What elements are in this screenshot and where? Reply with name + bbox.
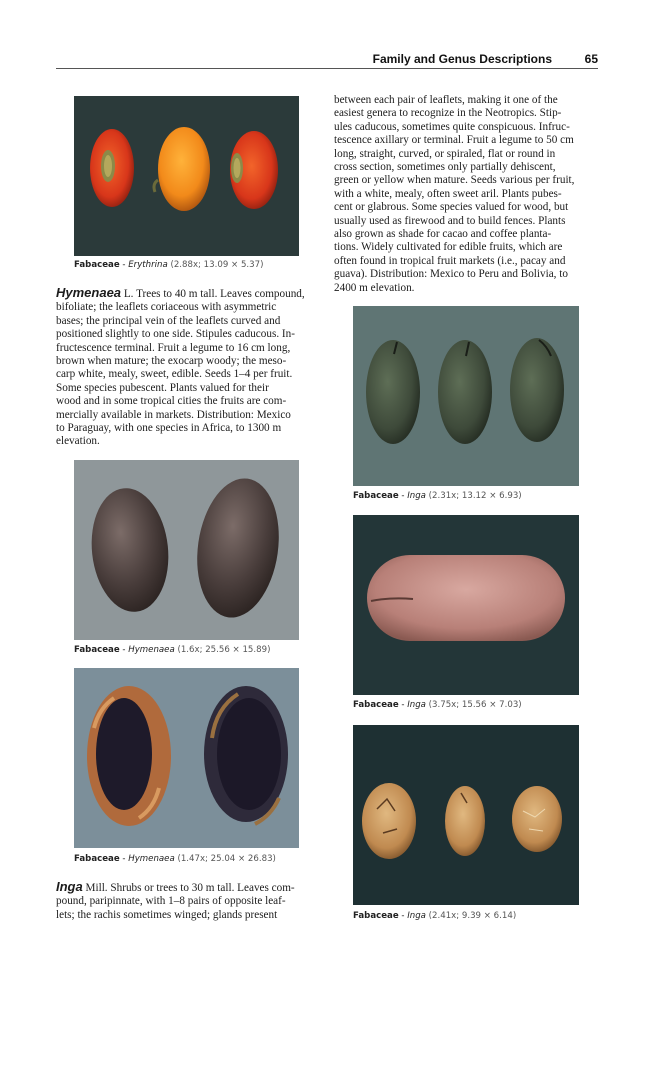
genus-name-inga: Inga — [56, 879, 83, 894]
text-line: cross section, sometimes only partially dehiscent, — [334, 161, 556, 174]
text-line: ules caducous, sometimes quite conspicuous. Infruc- — [334, 120, 570, 133]
text-line: fructescence terminal. Fruit a legume to 16 cm long, — [56, 341, 291, 354]
inga-caption-3: Fabaceae - Inga (2.41x; 9.39 × 6.14) — [353, 911, 517, 921]
inga-seeds-photo-2 — [353, 515, 579, 695]
hymenaea-caption-2: Fabaceae - Hymenaea (1.47x; 25.04 × 26.83) — [74, 854, 276, 864]
text-line: usually used as firewood and to build fences. Plants — [334, 214, 566, 227]
text-line: pound, paripinnate, with 1–8 pairs of opposite leaf- — [56, 895, 286, 908]
text-line: Some species pubescent. Plants valued for their — [56, 381, 269, 394]
header-rule — [56, 68, 598, 69]
hymenaea-caption-1: Fabaceae - Hymenaea (1.6x; 25.56 × 15.89) — [74, 645, 271, 655]
text-line: bifoliate; the leaflets coriaceous with asymmetric — [56, 301, 277, 314]
hymenaea-description — [56, 286, 326, 449]
text-line: often found in tropical fruit markets (i.e., pacay and — [334, 254, 566, 267]
text-line: carp white, mealy, sweet, edible. Seeds 1–4 per fruit. — [56, 368, 293, 381]
erythrina-caption: Fabaceae - Erythrina (2.88x; 13.09 × 5.37) — [74, 260, 264, 270]
hymenaea-fruit-photo — [74, 668, 299, 848]
inga-description-start — [56, 880, 326, 922]
running-header-title: Family and Genus Descriptions — [372, 52, 552, 66]
text-line: green or yellow when mature. Seeds various per fruit, — [334, 174, 575, 187]
page-number: 65 — [584, 52, 598, 66]
text-line: brown when mature; the exocarp woody; the meso- — [56, 355, 287, 368]
inga-description-continued — [334, 94, 604, 295]
inga-seeds-photo-3 — [353, 725, 579, 905]
genus-name-hymenaea: Hymenaea — [56, 285, 122, 300]
text-line: with a white, mealy, often sweet aril. Plants pubes- — [334, 187, 562, 200]
text-line: mercially available in markets. Distribution: Mexico — [56, 408, 291, 421]
text-line: easiest genera to recognize in the Neotropics. Stip- — [334, 107, 562, 120]
text-line: tescence axillary or terminal. Fruit a legume to 50 cm — [334, 134, 574, 147]
hymenaea-seeds-photo — [74, 460, 299, 640]
text-line: elevation. — [56, 435, 100, 448]
text-line: 2400 m elevation. — [334, 281, 415, 294]
text-line: positioned slightly to one side. Stipules caducous. In- — [56, 328, 295, 341]
text-line: wood and in some tropical cities the fruits are com- — [56, 395, 287, 408]
inga-caption-1: Fabaceae - Inga (2.31x; 13.12 × 6.93) — [353, 491, 522, 501]
text-line: long, straight, curved, or spiraled, flat or round in — [334, 147, 556, 160]
text-line: tions. Widely cultivated for edible fruits, which are — [334, 241, 563, 254]
text-line: bases; the principal vein of the leaflets curved and — [56, 314, 281, 327]
erythrina-seeds-photo — [74, 96, 299, 256]
text-line: Inga Mill. Shrubs or trees to 30 m tall. Leaves com- — [56, 879, 295, 894]
text-line: guava). Distribution: Mexico to Peru and Bolivia, to — [334, 268, 568, 281]
inga-seeds-photo-1 — [353, 306, 579, 486]
text-line: lets; the rachis sometimes winged; glands present — [56, 908, 278, 921]
text-line: between each pair of leaflets, making it one of the — [334, 94, 558, 106]
text-line: also grown as shade for cacao and coffee planta- — [334, 228, 552, 241]
text-line: to Paraguay, with one species in Africa, to 1300 m — [56, 422, 282, 435]
text-line: Hymenaea L. Trees to 40 m tall. Leaves compound, — [56, 285, 305, 300]
text-line: cent or glabrous. Some species valued for wood, but — [334, 201, 569, 214]
inga-caption-2: Fabaceae - Inga (3.75x; 15.56 × 7.03) — [353, 700, 522, 710]
